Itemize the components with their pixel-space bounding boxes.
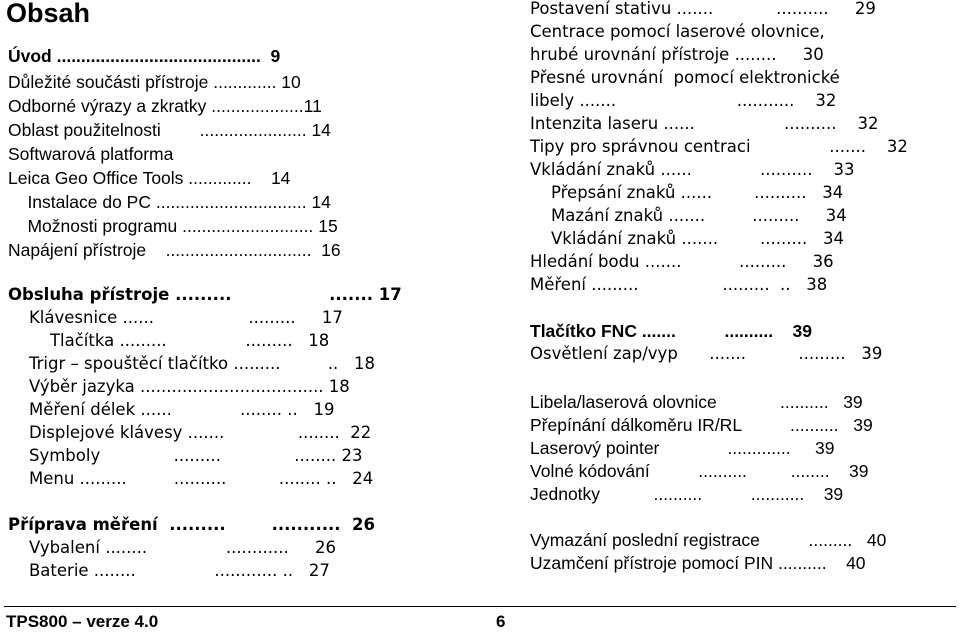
toc-entry: Vkládání znaků ....... ......... 34 <box>530 229 844 248</box>
toc-entry: Leica Geo Office Tools ............. 14 <box>8 168 291 188</box>
toc-entry: Úvod .......................................... 9 <box>8 46 281 66</box>
page-title: Obsah <box>6 0 91 28</box>
toc-entry: Volné kódování .......... ........ 39 <box>530 461 869 481</box>
toc-entry: Klávesnice ...... ......... 17 <box>8 308 343 327</box>
footer-page-number: 6 <box>496 612 506 631</box>
toc-entry: libely ....... ........... 32 <box>530 91 837 110</box>
toc-entry: Příprava měření ......... ........... 26 <box>8 515 375 534</box>
toc-entry: Důležité součásti přístroje ............. 10 <box>8 72 301 92</box>
toc-entry: Vkládání znaků ...... .......... 33 <box>530 160 855 179</box>
toc-entry: Možnosti programu ........................... 15 <box>8 216 338 236</box>
toc-entry: Oblast použitelnosti ...................... 14 <box>8 120 331 140</box>
toc-entry: Měření délek ...... ........ .. 19 <box>8 400 335 419</box>
toc-entry: Hledání bodu ....... ......... 36 <box>530 252 834 271</box>
toc-entry: Uzamčení přístroje pomocí PIN .......... 40 <box>530 553 866 573</box>
footer-document-version: TPS800 – verze 4.0 <box>6 612 159 631</box>
toc-entry: Postavení stativu ....... .......... 29 <box>530 0 876 18</box>
toc-entry: Instalace do PC ............................... 14 <box>8 192 331 212</box>
toc-entry: Laserový pointer ............. 39 <box>530 438 835 458</box>
toc-entry: Osvětlení zap/vyp ....... ......... 39 <box>530 344 883 363</box>
toc-entry: Napájení přístroje .............................. 16 <box>8 240 341 260</box>
toc-entry: Displejové klávesy ....... ........ 22 <box>8 423 372 442</box>
toc-entry: Centrace pomocí laserové olovnice, <box>530 22 825 41</box>
toc-entry: Odborné výrazy a zkratky ...................11 <box>8 96 322 116</box>
toc-entry: Tipy pro správnou centraci ....... 32 <box>530 137 908 156</box>
toc-entry: Přepsání znaků ...... .......... 34 <box>530 183 844 202</box>
toc-entry: Vymazání poslední registrace ......... 40 <box>530 530 887 550</box>
toc-entry: Baterie ........ ............ .. 27 <box>8 561 330 580</box>
toc-entry: Softwarová platforma <box>8 144 174 164</box>
toc-entry: Tlačítko FNC ....... .......... 39 <box>530 321 813 341</box>
toc-entry: Mazání znaků ....... ......... 34 <box>530 206 847 225</box>
footer-divider <box>4 606 956 607</box>
toc-entry: Libela/laserová olovnice .......... 39 <box>530 392 863 412</box>
toc-entry: hrubé urovnání přístroje ........ 30 <box>530 45 824 64</box>
toc-entry: Symboly ......... ........ 23 <box>8 446 363 465</box>
toc-entry: Intenzita laseru ...... .......... 32 <box>530 114 879 133</box>
toc-entry: Tlačítka ......... ......... 18 <box>8 331 330 350</box>
toc-entry: Vybalení ........ ............ 26 <box>8 538 336 557</box>
toc-entry: Výběr jazyka ................................... 18 <box>8 377 350 396</box>
toc-entry: Menu ......... .......... ........ .. 24 <box>8 469 374 488</box>
toc-entry: Přesné urovnání pomocí elektronické <box>530 68 840 87</box>
toc-entry: Obsluha přístroje ......... ....... 17 <box>8 285 402 304</box>
toc-entry: Měření ......... ......... .. 38 <box>530 275 828 294</box>
toc-entry: Trigr – spouštěcí tlačítko ......... .. 18 <box>8 354 375 373</box>
toc-entry: Jednotky .......... ........... 39 <box>530 484 844 504</box>
toc-entry: Přepínání dálkoměru IR/RL .......... 39 <box>530 415 873 435</box>
